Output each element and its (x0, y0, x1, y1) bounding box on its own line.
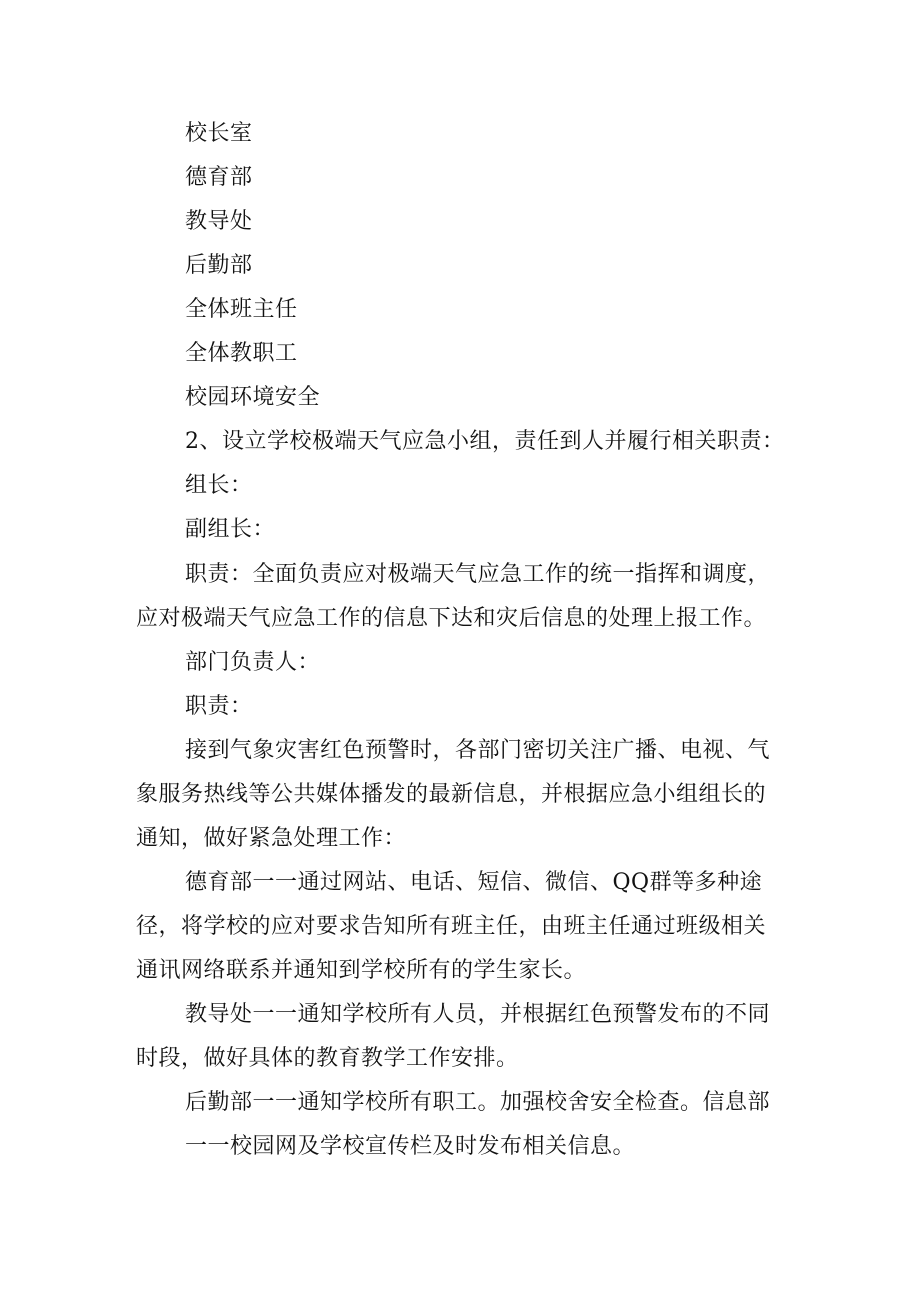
logistics-paragraph-line-2: 一一校园网及学校宣传栏及时发布相关信息。 (185, 1134, 636, 1159)
list-item-campus-safety: 校园环境安全 (185, 385, 321, 410)
moral-dept-paragraph-line-2: 径，将学校的应对要求告知所有班主任，由班主任通过班级相关 (136, 914, 767, 939)
moral-dept-paragraph-line-1: 德育部一一通过网站、电话、短信、微信、QQ群等多种途 (185, 870, 763, 895)
deputy-leader-label: 副组长： (185, 517, 276, 542)
warning-paragraph-line-3: 通知，做好紧急处理工作： (136, 826, 407, 851)
warning-paragraph-line-1: 接到气象灾害红色预警时，各部门密切关注广播、电视、气 (185, 738, 771, 763)
list-item-head-teachers: 全体班主任 (185, 297, 298, 322)
section-heading-2: 2、设立学校极端天气应急小组，责任到人并履行相关职责： (185, 429, 785, 454)
duty-paragraph-line-1: 职责：全面负责应对极端天气应急工作的统一指挥和调度， (185, 562, 771, 587)
list-item-teaching-office: 教导处 (185, 209, 253, 234)
dept-head-label: 部门负责人： (185, 650, 321, 675)
list-item-principal-office: 校长室 (185, 121, 253, 146)
duty-label: 职责： (185, 694, 253, 719)
moral-dept-paragraph-line-3: 通讯网络联系并通知到学校所有的学生家长。 (136, 958, 587, 983)
teaching-paragraph-line-1: 教导处一一通知学校所有人员，并根据红色预警发布的不同 (185, 1002, 771, 1027)
list-item-logistics-dept: 后勤部 (185, 253, 253, 278)
list-item-all-staff: 全体教职工 (185, 341, 298, 366)
warning-paragraph-line-2: 象服务热线等公共媒体播发的最新信息，并根据应急小组组长的 (136, 782, 767, 807)
logistics-paragraph-line-1: 后勤部一一通知学校所有职工。加强校舍安全检查。信息部 (185, 1090, 771, 1115)
group-leader-label: 组长： (185, 473, 253, 498)
teaching-paragraph-line-2: 时段，做好具体的教育教学工作安排。 (136, 1046, 519, 1071)
duty-paragraph-line-2: 应对极端天气应急工作的信息下达和灾后信息的处理上报工作。 (136, 606, 767, 631)
list-item-moral-dept: 德育部 (185, 165, 253, 190)
